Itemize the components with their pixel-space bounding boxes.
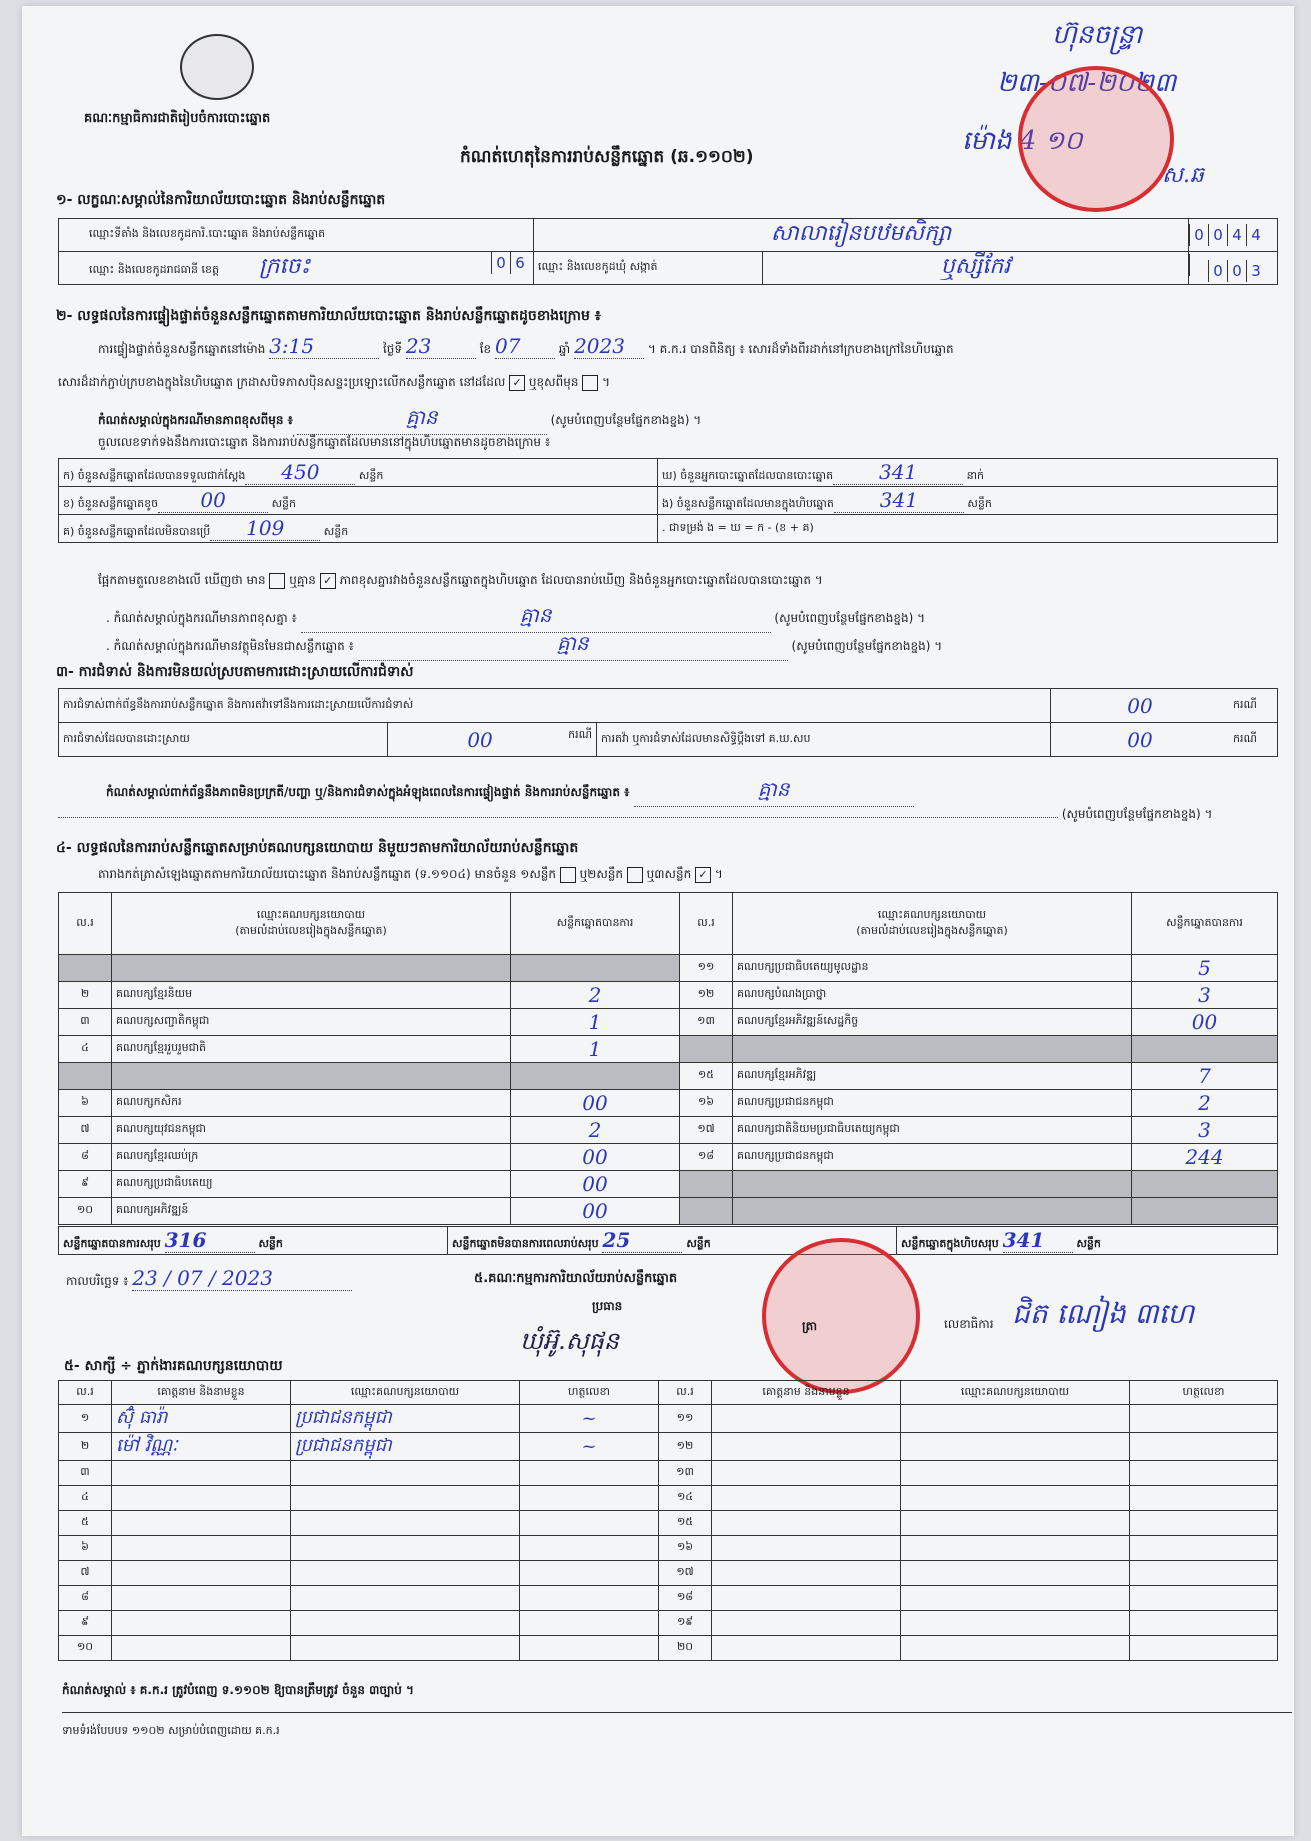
party-votes: 2 bbox=[1198, 1091, 1211, 1115]
irregularity-note-tail: (សូមបំពេញបន្ថែមផ្នែកខាងខ្នង) ។ bbox=[58, 806, 1212, 824]
province-name: ក្រចេះ bbox=[259, 254, 311, 279]
witness-col-no: ល.រ bbox=[59, 1381, 112, 1405]
party-row: ១០ គណបក្សអភិវឌ្ឍន៍ 00 bbox=[59, 1198, 1278, 1225]
witness-row: ៤ ១៤ bbox=[59, 1486, 1278, 1511]
unchanged-checkbox[interactable]: ✓ bbox=[509, 375, 525, 391]
two-sheet-checkbox[interactable] bbox=[627, 867, 643, 883]
witness-row: ៣ ១៣ bbox=[59, 1461, 1278, 1486]
box-total: សន្លឹកឆ្នោតក្នុងហិបសរុប 341 សន្លឹក bbox=[897, 1227, 1278, 1255]
station-code: 0 0 4 4 bbox=[1189, 219, 1278, 252]
section2-title: ២- លទ្ធផលនៃការផ្ទៀងផ្ទាត់ចំនួនសន្លឹកឆ្នោតតាមការិយាល័យបោះឆ្នោត និងរាប់សន្លឹកឆ្នោតដូចខាងក្រោម ៖ bbox=[56, 308, 601, 324]
check-time-line: ការផ្ទៀងផ្ទាត់ចំនួនសន្លឹកឆ្នោតនៅម៉ោង 3:15 ថ្ងៃទី 23 ខែ 07 ឆ្នាំ 2023 ។ គ.ក.រ បានពិនិត្យ ៖ សោរដ៏ទាំងពីរដាក់នៅក្របខាងក្រៅនៃហិបឆ្នោត bbox=[98, 334, 954, 358]
irregularity-note: កំណត់សម្គាល់ពាក់ព័ន្ធនឹងភាពមិនប្រក្រតី/បញ្ហា ឬ/និងការជំទាស់ក្នុងអំឡុងពេលនៃការផ្ទៀងផ្ទាត់ និងការរាប់សន្លឹកឆ្នោត ៖ គ្មាន bbox=[106, 776, 914, 807]
count-row: ខ) ចំនួនសន្លឹកឆ្នោតខូច 00 សន្លឹក ង) ចំនួនសន្លឹកឆ្នោតដែលមានក្នុងហិបឆ្នោត 341 សន្លឹក bbox=[59, 487, 1278, 515]
party-name bbox=[733, 1198, 1132, 1225]
col-votes-2: សន្លឹកឆ្នោតបានការ bbox=[1132, 893, 1278, 955]
no-difference-checkbox[interactable]: ✓ bbox=[320, 573, 336, 589]
appeal-label: ការតវ៉ា ឬការជំទាស់ដែលមានសិទ្ធិប្តឹងទៅ គ.ឃ.សប bbox=[597, 723, 1051, 757]
witness-row: ២ ម៉ៅ វិណ្ណៈ ប្រជាជនកម្ពុជា ~ ១២ bbox=[59, 1433, 1278, 1461]
changed-checkbox[interactable] bbox=[582, 375, 598, 391]
party-name: គណបក្សជាតិនិយមប្រជាធិបតេយ្យកម្ពុជា bbox=[733, 1117, 1132, 1144]
party-votes: 3 bbox=[1198, 983, 1211, 1007]
secretary-signature: ជិត ណៀង ៣ហេ bbox=[1012, 1297, 1194, 1330]
col-no: ល.រ bbox=[59, 893, 112, 955]
party-name: គណបក្សប្រជាជនកម្ពុជា bbox=[733, 1090, 1132, 1117]
invalid-total: សន្លឹកឆ្នោតមិនបានការពេលរាប់សរុប 25 សន្លឹក bbox=[448, 1227, 897, 1255]
party-votes: 00 bbox=[582, 1172, 608, 1196]
witness-signature: ~ bbox=[581, 1436, 597, 1457]
figures-intro: ចួលលេខទាក់ទងនឹងការបោះឆ្នោត និងការរាប់សន្លឹកឆ្នោតដែលមាននៅក្នុងហិបឆ្នោតមានដូចខាងក្រោម ៖ bbox=[98, 435, 551, 449]
party-votes: 2 bbox=[588, 983, 602, 1007]
witness-row: ៨ ១៨ bbox=[59, 1586, 1278, 1611]
totals-row bbox=[58, 1226, 1278, 1255]
party-row: ១៥ គណបក្សខ្មែរអភិវឌ្ឍ 7 bbox=[59, 1063, 1278, 1090]
party-votes: 1 bbox=[588, 1010, 602, 1034]
party-row: ៨ គណបក្សខ្មែរឈប់ក្រ 00 ១៨ គណបក្សប្រជាជនកម្ពុជា 244 bbox=[59, 1144, 1278, 1171]
foreign-object-note: . កំណត់សម្គាល់ក្នុងករណីមានវត្ថុមិនមែនជាសន្លឹកឆ្នោត ៖ គ្មាន (សូមបំពេញបន្ថែមផ្នែកខាងខ្នង) ។ bbox=[106, 630, 942, 661]
appeal-unit: ករណី bbox=[1229, 723, 1278, 757]
chair-label: ប្រធាន bbox=[592, 1299, 623, 1313]
footer-divider bbox=[62, 1712, 1292, 1713]
witness-col-name-2: គោត្តនាម និងនាមខ្លួន bbox=[712, 1381, 901, 1405]
station-name: សាលារៀនបឋមសិក្សា bbox=[770, 221, 952, 246]
emblem-logo bbox=[180, 34, 254, 100]
party-name: គណបក្សខ្មែរអភិវឌ្ឍ bbox=[733, 1063, 1132, 1090]
handwritten-note: ហ៊ុនចន្ទ្រា bbox=[1052, 20, 1143, 50]
witness-row: ៩ ១៩ bbox=[59, 1611, 1278, 1636]
witness-col-sign-2: ហត្ថលេខា bbox=[1130, 1381, 1278, 1405]
party-name: គណបក្សកសិករ bbox=[112, 1090, 511, 1117]
form-title: កំណត់ហេតុនៃការរាប់សន្លឹកឆ្នោត (ឆ.១១០២) bbox=[460, 147, 754, 167]
count-row: គ) ចំនួនសន្លឹកឆ្នោតដែលមិនបានប្រើ 109 សន្លឹក . ជាទម្រង់ ង = ឃ = ក - (ខ + គ) bbox=[59, 515, 1278, 543]
party-row: ៦ គណបក្សកសិករ 00 ១៦ គណបក្សប្រជាជនកម្ពុជា 2 bbox=[59, 1090, 1278, 1117]
section5-title: ៥- សាក្សី ÷ ភ្នាក់ងារគណបក្សនយោបាយ bbox=[64, 1358, 283, 1374]
commune-label: ឈ្មោះ និងលេខកូដឃុំ សង្កាត់ bbox=[534, 252, 763, 285]
secretary-label: លេខាធិការ bbox=[944, 1317, 994, 1331]
difference-note: . កំណត់សម្គាល់ក្នុងករណីមានភាពខុសគ្នា ៖ គ្មាន (សូមបំពេញបន្ថែមផ្នែកខាងខ្នង) ។ bbox=[106, 602, 925, 633]
witness-col-no-2: ល.រ bbox=[659, 1381, 712, 1405]
footer-text: ទាមទំរង់បែបបទ ១១០២ សម្រាប់បំពេញដោយ គ.ក.រ bbox=[62, 1724, 280, 1737]
witness-table bbox=[58, 1380, 1278, 1661]
section3-title: ៣- ការជំទាស់ និងការមិនយល់ស្របតាមការដោះស្រាយលើការជំទាស់ bbox=[56, 664, 414, 680]
party-name: គណបក្សប្រជាធិបតេយ្យមូលដ្ឋាន bbox=[733, 955, 1132, 982]
footnote: កំណត់សម្គាល់ ៖ គ.ក.រ ត្រូវបំពេញ ទ.១១០២ ឱ្យបានត្រឹមត្រូវ ចំនួន ៣ច្បាប់ ។ bbox=[62, 1683, 414, 1697]
party-name bbox=[112, 955, 511, 982]
resolved-label: ការជំទាស់ដែលបានដោះស្រាយ bbox=[59, 723, 388, 757]
station-label: ឈ្មោះទីតាំង និងលេខកូដការិ.បោះឆ្នោត និងរាប់សន្លឹកឆ្នោត bbox=[59, 219, 534, 252]
party-name: គណបក្សខ្មែរនិយម bbox=[112, 982, 511, 1009]
commune-name: ឬស្សីកែវ bbox=[940, 254, 1011, 279]
official-stamp-top bbox=[1018, 66, 1174, 212]
difference-line: ផ្អែកតាមតួលេខខាងលើ ឃើញថា មាន ឬគ្មាន ✓ ភាពខុសគ្នារវាងចំនួនសន្លឹកឆ្នោតក្នុងហិបឆ្នោត ដែលបានរាប់ឃើញ និងចំនួនអ្នកបោះឆ្នោតដែលបានបោះឆ្នោត ។ bbox=[98, 573, 823, 587]
handwritten-date: ២៣-០៧-២០២៣ bbox=[997, 68, 1177, 98]
form-sheet bbox=[22, 6, 1294, 1836]
party-votes: 1 bbox=[588, 1037, 602, 1061]
handwritten-initials: ស.ឆ bbox=[1162, 163, 1204, 188]
col-no-2: ល.រ bbox=[680, 893, 733, 955]
party-row: ៧ គណបក្សយុវជនកម្ពុជា 2 ១៧ គណបក្សជាតិនិយមប្រជាធិបតេយ្យកម្ពុជា 3 bbox=[59, 1117, 1278, 1144]
party-name bbox=[733, 1036, 1132, 1063]
count-row: ក) ចំនួនសន្លឹកឆ្នោតដែលបានទទួលជាក់ស្តែង 450 សន្លឹក ឃ) ចំនួនអ្នកបោះឆ្នោតដែលបានបោះឆ្នោត 341 នាក់ bbox=[59, 459, 1278, 487]
count-value: 109 bbox=[246, 516, 285, 540]
witness-row: ១០ ២០ bbox=[59, 1636, 1278, 1661]
col-votes: សន្លឹកឆ្នោតបានការ bbox=[511, 893, 680, 955]
handwritten-time: ម៉ោង 4 ១០ bbox=[962, 126, 1083, 156]
party-row: ២ គណបក្សខ្មែរនិយម 2 ១២ គណបក្សបំណងប្រាថ្នា 3 bbox=[59, 982, 1278, 1009]
org-name: គណៈកម្មាធិការជាតិរៀបចំការបោះឆ្នោត bbox=[84, 111, 271, 126]
party-row: ៣ គណបក្សសញ្ជាតិកម្ពុជា 1 ១៣ គណបក្សខ្មែរអភិវឌ្ឍន៍សេដ្ឋកិច្ច 00 bbox=[59, 1009, 1278, 1036]
party-name: គណបក្សអភិវឌ្ឍន៍ bbox=[112, 1198, 511, 1225]
appeal-count: 00 bbox=[1127, 727, 1153, 752]
province-label: ឈ្មោះ និងលេខកូដរាជធានី ខេត្ត ក្រចេះ 0 6 bbox=[59, 252, 534, 285]
witness-col-party-2: ឈ្មោះគណបក្សនយោបាយ bbox=[901, 1381, 1130, 1405]
witness-name: ស៊ុំ ធារ៉ា bbox=[116, 1407, 168, 1428]
party-name: គណបក្សខ្មែររួបរួមជាតិ bbox=[112, 1036, 511, 1063]
party-votes: 244 bbox=[1185, 1145, 1224, 1169]
party-votes: 00 bbox=[1191, 1010, 1218, 1034]
witness-name: ម៉ៅ វិណ្ណៈ bbox=[116, 1435, 178, 1456]
seal-label: ត្រា bbox=[802, 1319, 817, 1333]
party-results-table bbox=[58, 892, 1278, 1225]
witness-row: ៥ ១៥ bbox=[59, 1511, 1278, 1536]
party-row: ៤ គណបក្សខ្មែររួបរួមជាតិ 1 bbox=[59, 1036, 1278, 1063]
party-votes: 3 bbox=[1198, 1118, 1211, 1142]
party-name bbox=[112, 1063, 511, 1090]
party-name: គណបក្សប្រជាជនកម្ពុជា bbox=[733, 1144, 1132, 1171]
party-votes: 2 bbox=[588, 1118, 602, 1142]
witness-signature: ~ bbox=[581, 1408, 597, 1429]
official-stamp-bottom bbox=[762, 1238, 920, 1394]
chair-signature: ឃុំអ៊ូ.សុផុន bbox=[520, 1327, 620, 1355]
difference-note-line: កំណត់សម្គាល់ក្នុងករណីមានភាពខុសពីមុន ៖ គ្មាន (សូមបំពេញបន្ថែមផ្នែកខាងខ្នង) ។ bbox=[98, 404, 701, 435]
resolved-count: 00 bbox=[467, 727, 493, 752]
party-name: គណបក្សខ្មែរឈប់ក្រ bbox=[112, 1144, 511, 1171]
count-value: 00 bbox=[200, 488, 226, 512]
seal-check-line: សោរដ៏ដាក់ភ្ជាប់ក្របខាងក្នុងនៃហិបឆ្នោត ក្រដាសបិទភាសប៉ិនសន្ទះប្រឡោះលើកសន្លឹកឆ្នោត នៅដដែល ✓ ឬខុសពីមុន ។ bbox=[58, 375, 610, 389]
has-difference-checkbox[interactable] bbox=[269, 573, 285, 589]
party-votes: 5 bbox=[1198, 956, 1211, 980]
complaints-table: ការជំទាស់ពាក់ព័ន្ធនឹងការរាប់សន្លឹកឆ្នោត និងការតវ៉ាទៅនឹងការដោះស្រាយលើការជំទាស់ 00 ករណី ការជំទាស់ដែលបានដោះស្រាយ 00 ករណី ការតវ៉ា ឬការជំទាស់ដែលមានសិទ្ធិប្តឹងទៅ គ.ឃ.សប 00 ករណី bbox=[58, 688, 1278, 757]
witness-col-name: គោត្តនាម និងនាមខ្លួន bbox=[112, 1381, 291, 1405]
witness-col-party: ឈ្មោះគណបក្សនយោបាយ bbox=[291, 1381, 520, 1405]
commune-code: 0 0 3 bbox=[1189, 252, 1278, 285]
party-votes: 00 bbox=[582, 1145, 608, 1169]
complaint-unit: ករណី bbox=[1229, 689, 1278, 723]
three-sheet-checkbox[interactable]: ✓ bbox=[695, 867, 711, 883]
witness-row: ៧ ១៧ bbox=[59, 1561, 1278, 1586]
ballot-count-table bbox=[58, 458, 1278, 543]
witness-col-sign: ហត្ថលេខា bbox=[520, 1381, 659, 1405]
count-value: 341 bbox=[879, 488, 918, 512]
one-sheet-checkbox[interactable] bbox=[560, 867, 576, 883]
party-name: គណបក្សប្រជាធិបតេយ្យ bbox=[112, 1171, 511, 1198]
station-table bbox=[58, 218, 1278, 285]
party-name: គណបក្សយុវជនកម្ពុជា bbox=[112, 1117, 511, 1144]
col-party-2: ឈ្មោះគណបក្សនយោបាយ (តាមលំដាប់លេខរៀងក្នុងសន្លឹកឆ្នោត) bbox=[733, 893, 1132, 955]
count-value: 341 bbox=[878, 460, 918, 484]
party-votes: 00 bbox=[582, 1091, 608, 1115]
party-name: គណបក្សខ្មែរអភិវឌ្ឍន៍សេដ្ឋកិច្ច bbox=[733, 1009, 1132, 1036]
complaint-count: 00 bbox=[1127, 693, 1153, 718]
party-votes: 7 bbox=[1198, 1064, 1211, 1088]
party-row: ១១ គណបក្សប្រជាធិបតេយ្យមូលដ្ឋាន 5 bbox=[59, 955, 1278, 982]
committee-title: ៥.គណៈកម្មការការិយាល័យរាប់សន្លឹកឆ្នោត bbox=[474, 1271, 678, 1286]
witness-party: ប្រជាជនកម្ពុជា bbox=[295, 1407, 392, 1428]
party-row: ៩ គណបក្សប្រជាធិបតេយ្យ 00 bbox=[59, 1171, 1278, 1198]
party-votes: 00 bbox=[582, 1199, 608, 1223]
party-name bbox=[733, 1171, 1132, 1198]
section1-title: ១- លក្ខណៈសម្គាល់នៃការិយាល័យបោះឆ្នោត និងរាប់សន្លឹកឆ្នោត bbox=[56, 192, 386, 208]
witness-row: ៦ ១៦ bbox=[59, 1536, 1278, 1561]
party-name: គណបក្សសញ្ជាតិកម្ពុជា bbox=[112, 1009, 511, 1036]
valid-total: សន្លឹកឆ្នោតបានការសរុប 316 សន្លឹក bbox=[59, 1227, 448, 1255]
witness-party: ប្រជាជនកម្ពុជា bbox=[295, 1435, 392, 1456]
party-name: គណបក្សបំណងប្រាថ្នា bbox=[733, 982, 1132, 1009]
col-party: ឈ្មោះគណបក្សនយោបាយ (តាមលំដាប់លេខរៀងក្នុងសន្លឹកឆ្នោត) bbox=[112, 893, 511, 955]
witness-row: ១ ស៊ុំ ធារ៉ា ប្រជាជនកម្ពុជា ~ ១១ bbox=[59, 1405, 1278, 1433]
count-value: 450 bbox=[281, 460, 320, 484]
province-code: 0 6 bbox=[491, 252, 529, 274]
tally-sheet-line: តារាងកត់ត្រាសំឡេងឆ្នោតតាមការិយាល័យបោះឆ្នោត និងរាប់សន្លឹកឆ្នោត (ទ.១១០៤) មានចំនួន ១សន្លឹក ឬ២សន្លឹក ឬ៣សន្លឹក ✓ ។ bbox=[98, 867, 723, 881]
count-date: កាលបរិច្ឆេទ ៖ 23 / 07 / 2023 bbox=[66, 1266, 352, 1291]
complaint-label: ការជំទាស់ពាក់ព័ន្ធនឹងការរាប់សន្លឹកឆ្នោត និងការតវ៉ាទៅនឹងការដោះស្រាយលើការជំទាស់ bbox=[59, 689, 1051, 723]
section4-title: ៤- លទ្ធផលនៃការរាប់សន្លឹកឆ្នោតសម្រាប់គណបក្សនយោបាយ និមួយៗតាមការិយាល័យរាប់សន្លឹកឆ្នោត bbox=[56, 840, 579, 856]
